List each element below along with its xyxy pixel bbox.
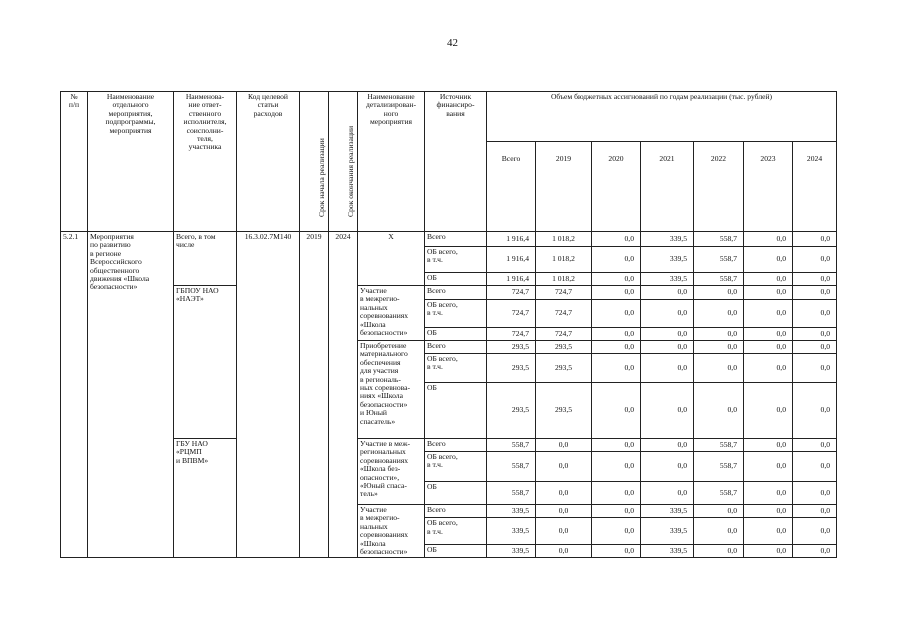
source-text: Всего [427, 232, 446, 241]
value-cell: 0,0 [641, 452, 694, 482]
row-end-text: 2024 [335, 232, 351, 241]
value-cell: 0,0 [592, 300, 641, 328]
value-cell: 0,0 [744, 518, 793, 545]
year-2024-text: 2024 [806, 154, 823, 163]
source-text: Всего [427, 439, 446, 448]
header-source [425, 92, 487, 232]
source-text: ОБ всего, в т.ч. [427, 518, 458, 536]
value-cell: 0,0 [793, 505, 837, 518]
value-cell: 293,5 [487, 341, 536, 354]
value-cell: 0,0 [592, 545, 641, 558]
year-2021-text: 2021 [659, 154, 675, 163]
value-cell: 558,7 [694, 439, 744, 452]
value-cell: 0,0 [592, 518, 641, 545]
resp-rcmp-text: ГБУ НАО «РЦМП и ВПВМ» [176, 439, 209, 465]
source-text: ОБ [427, 383, 437, 392]
year-total-text: Всего [501, 154, 521, 163]
year-2019 [536, 142, 592, 232]
value-cell: 0,0 [744, 439, 793, 452]
year-2019-text: 2019 [555, 154, 572, 163]
value-cell: 0,0 [641, 439, 694, 452]
value-cell: 0,0 [641, 286, 694, 300]
source-text: ОБ всего, в т.ч. [427, 300, 458, 318]
value-cell: 0,0 [793, 439, 837, 452]
source-cell [425, 518, 487, 545]
value-cell: 0,0 [641, 328, 694, 341]
value-cell: 339,5 [641, 505, 694, 518]
detail-x-text: Х [388, 232, 394, 241]
value-cell: 0,0 [694, 354, 744, 383]
year-2021 [641, 142, 694, 232]
value-cell: 1 018,2 [536, 232, 592, 247]
row-start-text: 2019 [306, 232, 322, 241]
value-cell: 724,7 [487, 328, 536, 341]
value-cell: 0,0 [793, 354, 837, 383]
resp-rcmp [174, 439, 237, 558]
source-text: ОБ [427, 273, 437, 282]
detail-text: Участие в межрегио- нальных соревнованиях «Школа безопасности» [360, 505, 409, 557]
value-cell: 0,0 [744, 482, 793, 505]
value-cell: 0,0 [744, 354, 793, 383]
source-cell [425, 452, 487, 482]
value-cell: 0,0 [592, 482, 641, 505]
value-cell: 558,7 [694, 273, 744, 286]
year-2022-text: 2022 [710, 154, 727, 163]
year-2023 [744, 142, 793, 232]
value-cell: 0,0 [592, 341, 641, 354]
value-cell: 0,0 [793, 452, 837, 482]
source-text: ОБ всего, в т.ч. [427, 247, 458, 265]
header-num-text: № п/п [68, 92, 80, 110]
value-cell: 0,0 [536, 452, 592, 482]
table-row [61, 439, 837, 452]
value-cell: 0,0 [793, 383, 837, 439]
value-cell: 1 018,2 [536, 273, 592, 286]
source-text: Всего [427, 341, 446, 350]
year-2022 [694, 142, 744, 232]
value-cell: 0,0 [592, 273, 641, 286]
row-name-text: Мероприятия по развитию в регионе Всероссийского общественного движения «Школа безопасности» [90, 232, 150, 292]
page-number: 42 [447, 37, 458, 49]
value-cell: 0,0 [641, 300, 694, 328]
value-cell: 0,0 [744, 505, 793, 518]
year-total [487, 142, 536, 232]
header-volume-text: Объем бюджетных ассигнований по годам реализации (тыс. рублей) [550, 92, 773, 101]
source-text: ОБ [427, 482, 437, 491]
header-row [61, 92, 837, 142]
value-cell: 339,5 [641, 545, 694, 558]
value-cell: 0,0 [592, 328, 641, 341]
source-cell [425, 354, 487, 383]
value-cell: 339,5 [487, 505, 536, 518]
value-cell: 0,0 [793, 328, 837, 341]
header-responsible-text: Наименова- ние ответ- ственного исполнителя, соисполни- теля, участника [183, 92, 227, 152]
header-end-text: Срок окончания реализации [346, 125, 355, 217]
value-cell: 339,5 [487, 545, 536, 558]
value-cell: 558,7 [694, 232, 744, 247]
value-cell: 0,0 [592, 247, 641, 273]
detail-cell [358, 505, 425, 558]
source-text: ОБ всего, в т.ч. [427, 354, 458, 372]
value-cell: 293,5 [536, 354, 592, 383]
value-cell: 0,0 [793, 300, 837, 328]
value-cell: 0,0 [694, 545, 744, 558]
resp-total-text: Всего, в том числе [176, 232, 216, 250]
header-end [329, 92, 358, 232]
row-num [61, 232, 88, 558]
value-cell: 0,0 [694, 286, 744, 300]
value-cell: 0,0 [744, 383, 793, 439]
value-cell: 0,0 [744, 286, 793, 300]
value-cell: 1 916,4 [487, 273, 536, 286]
value-cell: 293,5 [536, 383, 592, 439]
row-end [329, 232, 358, 558]
value-cell: 0,0 [592, 383, 641, 439]
value-cell: 0,0 [641, 341, 694, 354]
value-cell: 0,0 [793, 286, 837, 300]
value-cell: 0,0 [793, 482, 837, 505]
table-row [61, 286, 837, 300]
header-name-text: Наименование отдельного мероприятия, подпрограммы, мероприятия [105, 92, 156, 135]
header-detail-text: Наименование детализирован- ного мероприятия [365, 92, 417, 127]
value-cell: 0,0 [592, 286, 641, 300]
value-cell: 0,0 [592, 452, 641, 482]
value-cell: 724,7 [536, 300, 592, 328]
header-code [237, 92, 300, 232]
value-cell: 0,0 [793, 545, 837, 558]
value-cell: 339,5 [641, 273, 694, 286]
value-cell: 339,5 [487, 518, 536, 545]
value-cell: 0,0 [536, 545, 592, 558]
source-text: Всего [427, 505, 446, 514]
source-cell [425, 300, 487, 328]
row-code-text: 16.3.02.7М140 [244, 232, 292, 241]
value-cell: 558,7 [487, 452, 536, 482]
value-cell: 0,0 [744, 273, 793, 286]
value-cell: 0,0 [592, 505, 641, 518]
table-row [61, 232, 837, 247]
value-cell: 0,0 [793, 341, 837, 354]
year-2020 [592, 142, 641, 232]
value-cell: 1 916,4 [487, 232, 536, 247]
source-cell [425, 328, 487, 341]
value-cell: 1 916,4 [487, 247, 536, 273]
value-cell: 0,0 [744, 328, 793, 341]
value-cell: 0,0 [694, 341, 744, 354]
value-cell: 0,0 [793, 247, 837, 273]
source-cell [425, 439, 487, 452]
value-cell: 0,0 [536, 439, 592, 452]
header-responsible [174, 92, 237, 232]
value-cell: 0,0 [536, 482, 592, 505]
value-cell: 0,0 [793, 518, 837, 545]
detail-x [358, 232, 425, 286]
source-cell [425, 505, 487, 518]
budget-table [60, 91, 837, 558]
header-code-text: Код целевой статьи расходов [247, 92, 288, 118]
source-text: ОБ [427, 545, 437, 555]
value-cell: 1 018,2 [536, 247, 592, 273]
source-cell [425, 247, 487, 273]
value-cell: 724,7 [536, 328, 592, 341]
header-num [61, 92, 88, 232]
value-cell: 724,7 [487, 286, 536, 300]
source-cell [425, 286, 487, 300]
value-cell: 0,0 [694, 505, 744, 518]
row-code [237, 232, 300, 558]
detail-cell [358, 341, 425, 439]
row-name [88, 232, 174, 558]
header-source-text: Источник финансиро- вания [436, 92, 475, 118]
value-cell: 0,0 [641, 482, 694, 505]
value-cell: 724,7 [536, 286, 592, 300]
source-cell [425, 482, 487, 505]
source-text: ОБ [427, 328, 437, 337]
value-cell: 0,0 [744, 452, 793, 482]
value-cell: 293,5 [487, 354, 536, 383]
value-cell: 293,5 [487, 383, 536, 439]
source-text: Всего [427, 286, 446, 295]
header-volume [487, 92, 837, 142]
value-cell: 0,0 [694, 300, 744, 328]
value-cell: 0,0 [744, 341, 793, 354]
value-cell: 558,7 [694, 247, 744, 273]
value-cell: 293,5 [536, 341, 592, 354]
value-cell: 0,0 [694, 383, 744, 439]
source-cell [425, 545, 487, 558]
source-cell [425, 341, 487, 354]
header-name [88, 92, 174, 232]
value-cell: 0,0 [744, 545, 793, 558]
year-2024 [793, 142, 837, 232]
value-cell: 0,0 [744, 232, 793, 247]
detail-text: Участие в межрегио- нальных соревнованиях «Школа безопасности» [360, 286, 409, 338]
detail-text: Приобретение материального обеспечения для участия в региональ- ных соревнова- ниях «Школа безопасности» и Юный спасатель» [360, 341, 411, 426]
value-cell: 724,7 [487, 300, 536, 328]
value-cell: 0,0 [694, 518, 744, 545]
source-text: ОБ всего, в т.ч. [427, 452, 458, 470]
value-cell: 0,0 [793, 232, 837, 247]
detail-cell [358, 439, 425, 505]
value-cell: 0,0 [744, 300, 793, 328]
value-cell: 0,0 [744, 247, 793, 273]
detail-cell [358, 286, 425, 341]
source-cell [425, 232, 487, 247]
value-cell: 558,7 [487, 482, 536, 505]
header-detail [358, 92, 425, 232]
value-cell: 0,0 [592, 439, 641, 452]
year-2020-text: 2020 [608, 154, 624, 163]
value-cell: 0,0 [536, 505, 592, 518]
resp-naet [174, 286, 237, 439]
row-start [300, 232, 329, 558]
value-cell: 0,0 [536, 518, 592, 545]
value-cell: 0,0 [793, 273, 837, 286]
detail-text: Участие в меж- региональных соревнованиях «Школа без- опасности», «Юный спаса- тель» [360, 439, 411, 499]
value-cell: 339,5 [641, 247, 694, 273]
value-cell: 558,7 [487, 439, 536, 452]
value-cell: 0,0 [641, 354, 694, 383]
value-cell: 0,0 [592, 232, 641, 247]
resp-naet-text: ГБПОУ НАО «НАЭТ» [176, 286, 219, 304]
value-cell: 0,0 [641, 383, 694, 439]
header-start [300, 92, 329, 232]
resp-total [174, 232, 237, 286]
row-num-text: 5.2.1 [63, 232, 79, 241]
year-2023-text: 2023 [760, 154, 776, 163]
value-cell: 0,0 [592, 354, 641, 383]
source-cell [425, 273, 487, 286]
value-cell: 0,0 [694, 328, 744, 341]
source-cell [425, 383, 487, 439]
header-start-text: Срок начала реализации [317, 137, 326, 217]
value-cell: 339,5 [641, 518, 694, 545]
value-cell: 558,7 [694, 452, 744, 482]
value-cell: 558,7 [694, 482, 744, 505]
value-cell: 339,5 [641, 232, 694, 247]
